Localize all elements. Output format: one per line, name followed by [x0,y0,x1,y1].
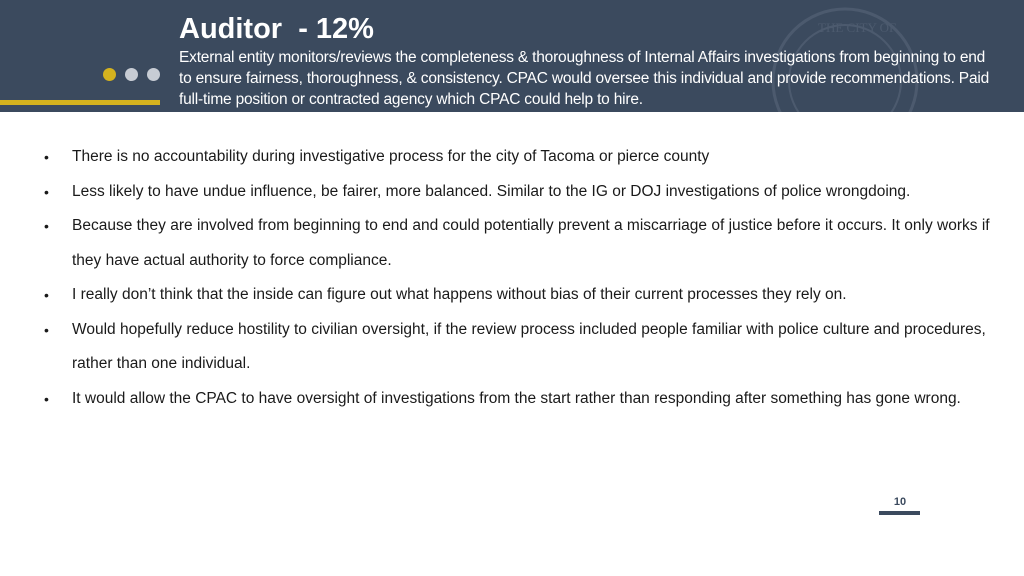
bullet-icon: • [44,218,49,234]
inactive-dot [147,68,160,81]
slide-title: Auditor - 12% [179,13,374,45]
bullet-text: Would hopefully reduce hostility to civilian oversight, if the review process included people familiar with police culture and procedures, rather than one individual. [72,320,986,372]
bullet-text: Because they are involved from beginning to end and could potentially prevent a miscarriage of justice before it occurs. It only works if they have actual authority to force compliance. [72,217,990,269]
inactive-dot [125,68,138,81]
bullet-icon: • [44,390,49,407]
bullet-item [44,209,1009,278]
bullet-text: I really don’t think that the inside can figure out what happens without bias of their current processes they rely on. [72,286,847,303]
active-dot [103,68,116,81]
svg-text:THE CITY OF: THE CITY OF [818,20,897,35]
bullet-icon: • [44,183,49,200]
bullet-icon: • [44,287,49,303]
bullet-icon: • [44,149,49,165]
bullet-list [44,140,1009,416]
bullet-item [44,278,1009,313]
page-number: 10 [893,496,907,508]
bullet-item [44,140,1009,175]
page-number-underline [879,511,920,515]
bullet-icon: • [44,321,49,338]
bullet-item [44,382,1009,417]
bullet-text: Less likely to have undue influence, be fairer, more balanced. Similar to the IG or DOJ investigations of police wrongdoing. [72,182,911,200]
accent-bar [0,100,160,105]
bullet-item [44,313,1009,382]
slide-header [0,0,1024,112]
slide-subtitle: External entity monitors/reviews the completeness & thoroughness of Internal Affairs investigations from beginning to end to ensure fairness, thoroughness, & consistency. CPAC would oversee this individual and provide recommendations. Paid full-time position or contracted agency which CPAC could help to hire. [179,49,990,108]
bullet-text: It would allow the CPAC to have oversight of investigations from the start rather than responding after something has gone wrong. [72,389,961,407]
bullet-text: There is no accountability during investigative process for the city of Tacoma or pierce county [72,148,710,165]
bullet-item [44,175,1009,210]
